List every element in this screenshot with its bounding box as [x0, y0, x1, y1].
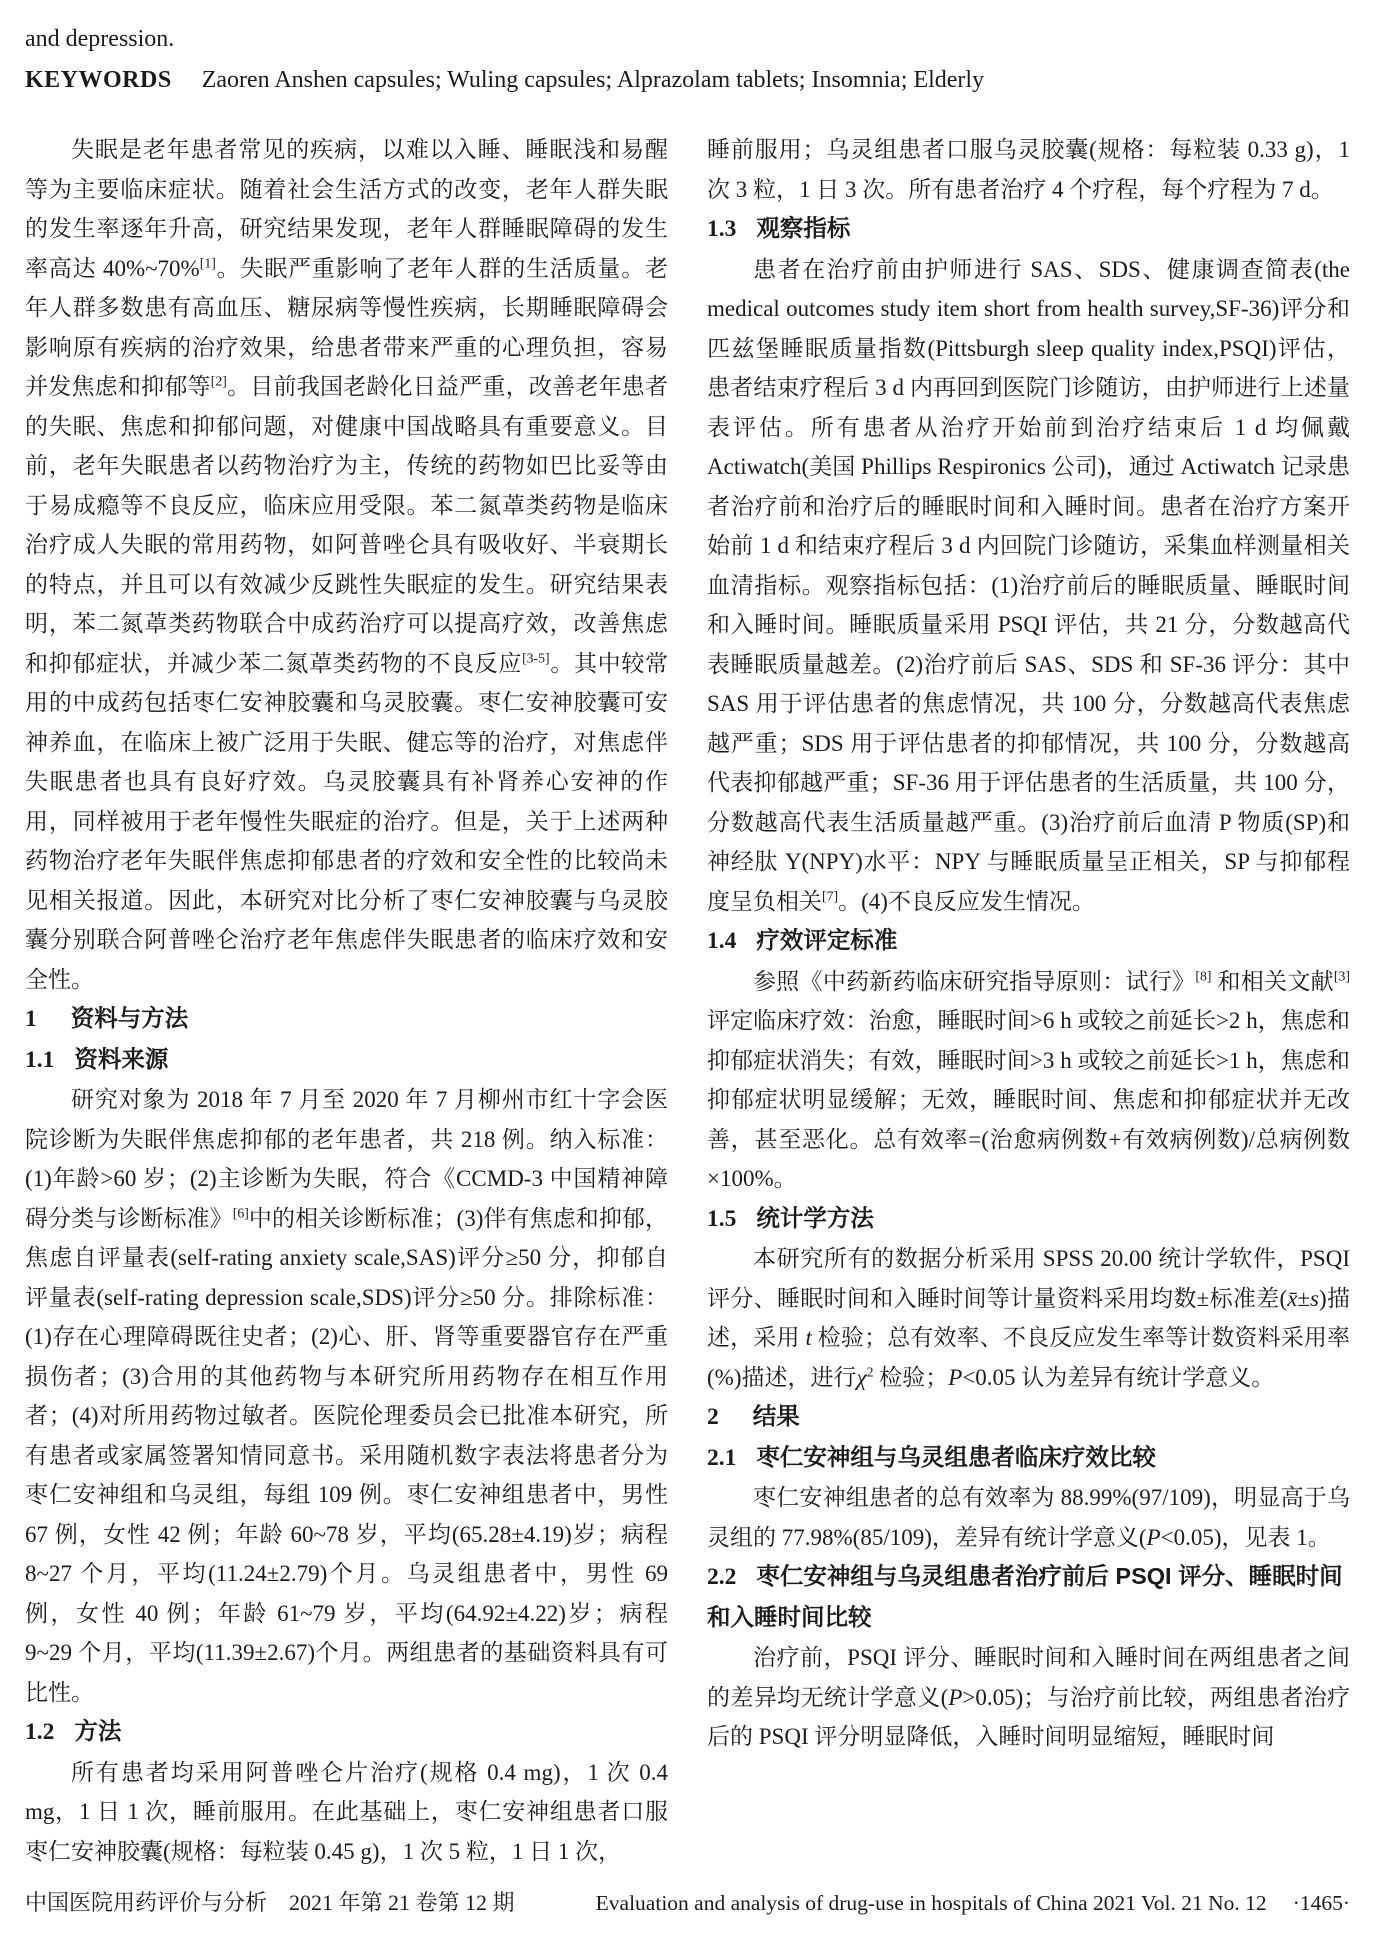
- heading-2-2-psqi-sleep-time-comparison: [707, 1557, 1350, 1638]
- footer-page-number: ·1465·: [1292, 1891, 1350, 1915]
- heading-number: 1.4: [707, 928, 737, 954]
- heading-2-1-clinical-efficacy-comparison: [707, 1438, 1350, 1479]
- heading-title: 方法: [74, 1718, 122, 1744]
- keywords-line: [25, 64, 1350, 96]
- column-left: [25, 130, 668, 1880]
- column-right: [707, 130, 1350, 1880]
- para-psqi-comparison: 治疗前，PSQI 评分、睡眠时间和入睡时间在两组患者之间的差异均无统计学意义(P>0.05)；与治疗前比较，两组患者治疗后的 PSQI 评分明显降低，入睡时间明显缩短，睡眠时间: [707, 1645, 1350, 1749]
- heading-1-2-methods: [25, 1712, 668, 1753]
- heading-1-3-observation-indicators: [707, 209, 1350, 250]
- page-footer: [25, 1888, 1350, 1918]
- para-observation-indicators: 患者在治疗前由护师进行 SAS、SDS、健康调查简表(the medical outcomes study item short from health survey,SF-36)评分和匹兹堡睡眠质量指数(Pittsburgh sleep quality index,PSQI)评估，患者结束疗程后 3 d 内再回到医院门诊随访，由护师进行上述量表评估。所有患者从治疗开始前到治疗结束后 1 d 均佩戴 Actiwatch(美国 Phillips Respironics 公司)，通过 Actiwatch 记录患者治疗前和治疗后的睡眠时间和入睡时间。患者在治疗方案开始前 1 d 和结束疗程后 3 d 内回院门诊随访，采集血样测量相关血清指标。观察指标包括：(1)治疗前后的睡眠质量、睡眠时间和入睡时间。睡眠质量采用 PSQI 评估，共 21 分，分数越高代表睡眠质量越差。(2)治疗前后 SAS、SDS 和 SF-36 评分：其中 SAS 用于评估患者的焦虑情况，共 100 分，分数越高代表焦虑越严重；SDS 用于评估患者的抑郁情况，共 100 分，分数越高代表抑郁越严重；SF-36 用于评估患者的生活质量，共 100 分，分数越高代表生活质量越严重。(3)治疗前后血清 P 物质(SP)和神经肽 Y(NPY)水平：NPY 与睡眠质量呈正相关，SP 与抑郁程度呈负相关[7]。(4)不良反应发生情况。: [707, 256, 1350, 914]
- abstract-tail-line: and depression.: [25, 26, 175, 52]
- heading-number: 2: [707, 1404, 719, 1430]
- heading-title: 资料来源: [74, 1045, 169, 1072]
- heading-title: 统计学方法: [756, 1204, 874, 1231]
- para-data-source: 研究对象为 2018 年 7 月至 2020 年 7 月柳州市红十字会医院诊断为失眠伴焦虑抑郁的老年患者，共 218 例。纳入标准：(1)年龄>60 岁；(2)主诊断为失眠，符合《CCMD-3 中国精神障碍分类与诊断标准》[6]中的相关诊断标准；(3)伴有焦虑和抑郁，焦虑自评量表(self-rating anxiety scale,SAS)评分≥50 分，抑郁自评量表(self-rating depression scale,SDS)评分≥50 分。排除标准：(1)存在心理障碍既往史者；(2)心、肝、肾等重要器官存在严重损伤者；(3)合用的其他药物与本研究所用药物存在相互作用者；(4)对所用药物过敏者。医院伦理委员会已批准本研究，所有患者或家属签署知情同意书。采用随机数字表法将患者分为枣仁安神组和乌灵组，每组 109 例。枣仁安神组患者中，男性 67 例，女性 42 例；年龄 60~78 岁，平均(65.28±4.19)岁；病程 8~27 个月，平均(11.24±2.79)个月。乌灵组患者中，男性 69 例，女性 40 例；年龄 61~79 岁，平均(64.92±4.22)岁；病程 9~29 个月，平均(11.39±2.67)个月。两组患者的基础资料具有可比性。: [25, 1087, 669, 1705]
- heading-number: 1.1: [25, 1046, 55, 1073]
- heading-number: 2.1: [707, 1444, 737, 1471]
- heading-title: 结果: [752, 1403, 800, 1429]
- heading-1-4-efficacy-criteria: [707, 921, 1350, 962]
- para-methods: 所有患者均采用阿普唑仑片治疗(规格 0.4 mg)，1 次 0.4 mg，1 日 1 次，睡前服用。在此基础上，枣仁安神组患者口服枣仁安神胶囊(规格：每粒装 0.45 g)，1 次 5 粒，1 日 1 次，: [25, 1759, 668, 1864]
- heading-number: 1.3: [707, 216, 737, 242]
- heading-title: 资料与方法: [70, 1005, 189, 1031]
- heading-number: 1.5: [707, 1205, 737, 1232]
- heading-number: 2.2: [707, 1564, 737, 1590]
- para-introduction: 失眠是老年患者常见的疾病，以难以入睡、睡眠浅和易醒等为主要临床症状。随着社会生活方式的改变，老年人群失眠的发生率逐年升高，研究结果发现，老年人群睡眠障碍的发生率高达 40%~70%[1]。失眠严重影响了老年人群的生活质量。老年人群多数患有高血压、糖尿病等慢性疾病，长期睡眠障碍会影响原有疾病的治疗效果，给患者带来严重的心理负担，容易并发焦虑和抑郁等[2]。目前我国老龄化日益严重，改善老年患者的失眠、焦虑和抑郁问题，对健康中国战略具有重要意义。目前，老年失眠患者以药物治疗为主，传统的药物如巴比妥等由于易成瘾等不良反应，临床应用受限。苯二氮䓬类药物是临床治疗成人失眠的常用药物，如阿普唑仑具有吸收好、半衰期长的特点，并且可以有效减少反跳性失眠症的发生。研究结果表明，苯二氮䓬类药物联合中成药治疗可以提高疗效，改善焦虑和抑郁症状，并减少苯二氮䓬类药物的不良反应[3-5]。其中较常用的中成药包括枣仁安神胶囊和乌灵胶囊。枣仁安神胶囊可安神养血，在临床上被广泛用于失眠、健忘等的治疗，对焦虑伴失眠患者也具有良好疗效。乌灵胶囊具有补肾养心安神的作用，同样被用于老年慢性失眠症的治疗。但是，关于上述两种药物治疗老年失眠伴焦虑抑郁患者的疗效和安全性的比较尚未见相关报道。因此，本研究对比分析了枣仁安神胶囊与乌灵胶囊分别联合阿普唑仑治疗老年焦虑伴失眠患者的临床疗效和安全性。: [25, 137, 669, 992]
- para-efficacy-results: 枣仁安神组患者的总有效率为 88.99%(97/109)，明显高于乌灵组的 77.98%(85/109)，差异有统计学意义(P<0.05)，见表 1。: [707, 1485, 1350, 1550]
- footer-journal-cn: 中国医院用药评价与分析 2021 年第 21 卷第 12 期: [25, 1890, 515, 1915]
- heading-title: 枣仁安神组与乌灵组患者临床疗效比较: [756, 1443, 1156, 1470]
- heading-1-5-statistical-methods: [707, 1199, 1350, 1240]
- body-columns: [25, 130, 1350, 1880]
- para-statistical-methods: 本研究所有的数据分析采用 SPSS 20.00 统计学软件，PSQI 评分、睡眠时间和入睡时间等计量资料采用均数±标准差(x̄±s)描述，采用 t 检验；总有效率、不良反应发生率等计数资料采用率(%)描述，进行$\chi^2$ 检验；P<0.05 认为差异有统计学意义。: [707, 1246, 1350, 1390]
- footer-journal-en-wrap: [596, 1888, 1350, 1918]
- heading-number: 1: [25, 1006, 37, 1032]
- para-methods-continued: 睡前服用；乌灵组患者口服乌灵胶囊(规格：每粒装 0.33 g)，1 次 3 粒，1 日 3 次。所有患者治疗 4 个疗程，每个疗程为 7 d。: [707, 137, 1350, 202]
- heading-2-results: [707, 1397, 1350, 1438]
- heading-title: 疗效评定标准: [756, 927, 898, 953]
- keywords-text: Zaoren Anshen capsules; Wuling capsules; Alprazolam tablets; Insomnia; Elderly: [201, 67, 985, 93]
- heading-1-1-data-source: [25, 1040, 668, 1081]
- para-efficacy-criteria: 参照《中药新药临床研究指导原则：试行》[8] 和相关文献[3]评定临床疗效：治愈，睡眠时间>6 h 或较之前延长>2 h，焦虑和抑郁症状消失；有效，睡眠时间>3 h 或较之前延长>1 h，焦虑和抑郁症状明显缓解；无效，睡眠时间、焦虑和抑郁症状并无改善，甚至恶化。总有效率=(治愈病例数+有效病例数)/总病例数×100%。: [707, 967, 1350, 1191]
- heading-title: 枣仁安神组与乌灵组患者治疗前后 PSQI 评分、睡眠时间和入睡时间比较: [707, 1563, 1343, 1630]
- heading-title: 观察指标: [756, 215, 851, 241]
- heading-number: 1.2: [25, 1719, 55, 1745]
- footer-journal-en: Evaluation and analysis of drug-use in hospitals of China 2021 Vol. 21 No. 12: [595, 1891, 1267, 1915]
- heading-1-materials-methods: [25, 999, 668, 1040]
- keywords-label: KEYWORDS: [25, 67, 172, 93]
